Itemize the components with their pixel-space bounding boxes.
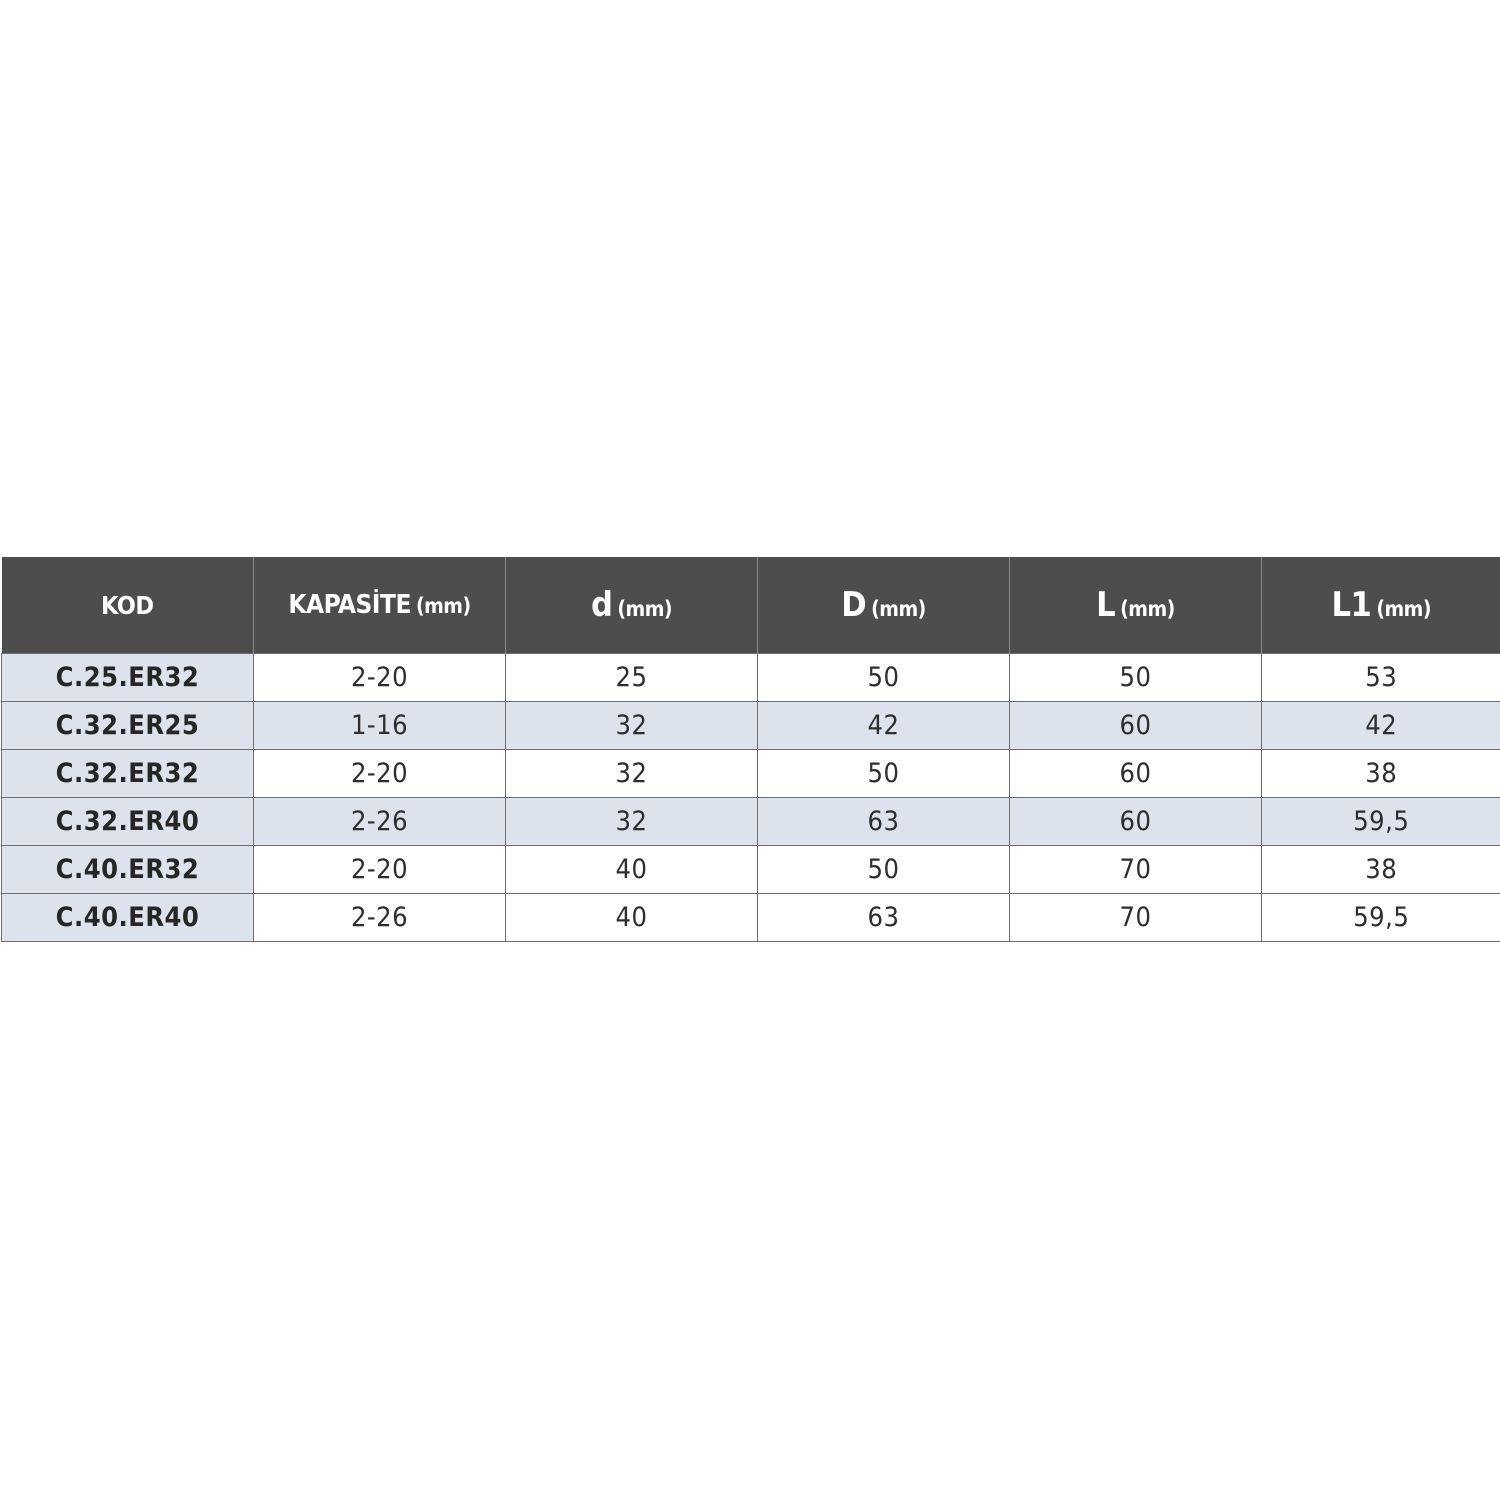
- cell-l: 60: [1010, 702, 1262, 750]
- header-label: d: [590, 585, 613, 625]
- header-label: D: [841, 585, 867, 625]
- cell-l: 70: [1010, 894, 1262, 942]
- table-header: [2, 557, 1500, 654]
- cell-l1: 38: [1262, 750, 1500, 798]
- cell-kod: C.40.ER40: [2, 894, 254, 942]
- header-unit: (mm): [871, 597, 926, 621]
- table-row: [2, 894, 1500, 942]
- header-label: L1: [1331, 585, 1372, 625]
- header-kod: [2, 557, 254, 654]
- header-unit: (mm): [1376, 597, 1431, 621]
- cell-kapasite: 2-20: [254, 654, 506, 702]
- cell-d-large: 63: [758, 894, 1010, 942]
- header-unit: (mm): [415, 594, 471, 618]
- cell-kod: C.32.ER25: [2, 702, 254, 750]
- cell-kapasite: 2-26: [254, 894, 506, 942]
- cell-d-small: 32: [506, 798, 758, 846]
- cell-d-large: 50: [758, 846, 1010, 894]
- table-body: [2, 654, 1500, 942]
- cell-l: 70: [1010, 846, 1262, 894]
- header-label: L: [1096, 585, 1116, 625]
- header-unit: (mm): [617, 597, 673, 621]
- header-label: KOD: [100, 590, 154, 620]
- cell-kod: C.25.ER32: [2, 654, 254, 702]
- header-l: [1010, 557, 1262, 654]
- header-label: KAPASİTE: [288, 590, 411, 620]
- header-d-large: [758, 557, 1010, 654]
- table-row: [2, 750, 1500, 798]
- header-row: [2, 557, 1500, 654]
- cell-l1: 53: [1262, 654, 1500, 702]
- table-row: [2, 702, 1500, 750]
- cell-l: 60: [1010, 798, 1262, 846]
- table-row: [2, 798, 1500, 846]
- header-d-small: [506, 557, 758, 654]
- cell-d-large: 42: [758, 702, 1010, 750]
- cell-l1: 42: [1262, 702, 1500, 750]
- cell-l: 50: [1010, 654, 1262, 702]
- cell-d-small: 32: [506, 702, 758, 750]
- cell-d-large: 50: [758, 750, 1010, 798]
- header-l1: [1262, 557, 1500, 654]
- cell-l1: 59,5: [1262, 894, 1500, 942]
- table-row: [2, 846, 1500, 894]
- cell-kod: C.32.ER32: [2, 750, 254, 798]
- cell-d-large: 50: [758, 654, 1010, 702]
- cell-l: 60: [1010, 750, 1262, 798]
- cell-l1: 59,5: [1262, 798, 1500, 846]
- cell-d-small: 40: [506, 846, 758, 894]
- table-row: [2, 654, 1500, 702]
- cell-kapasite: 2-26: [254, 798, 506, 846]
- cell-kapasite: 2-20: [254, 750, 506, 798]
- header-kapasite: [254, 557, 506, 654]
- spec-table: [1, 557, 1500, 942]
- cell-d-large: 63: [758, 798, 1010, 846]
- cell-kapasite: 2-20: [254, 846, 506, 894]
- cell-d-small: 32: [506, 750, 758, 798]
- cell-d-small: 40: [506, 894, 758, 942]
- cell-kapasite: 1-16: [254, 702, 506, 750]
- cell-kod: C.40.ER32: [2, 846, 254, 894]
- cell-l1: 38: [1262, 846, 1500, 894]
- header-unit: (mm): [1120, 597, 1175, 621]
- cell-kod: C.32.ER40: [2, 798, 254, 846]
- cell-d-small: 25: [506, 654, 758, 702]
